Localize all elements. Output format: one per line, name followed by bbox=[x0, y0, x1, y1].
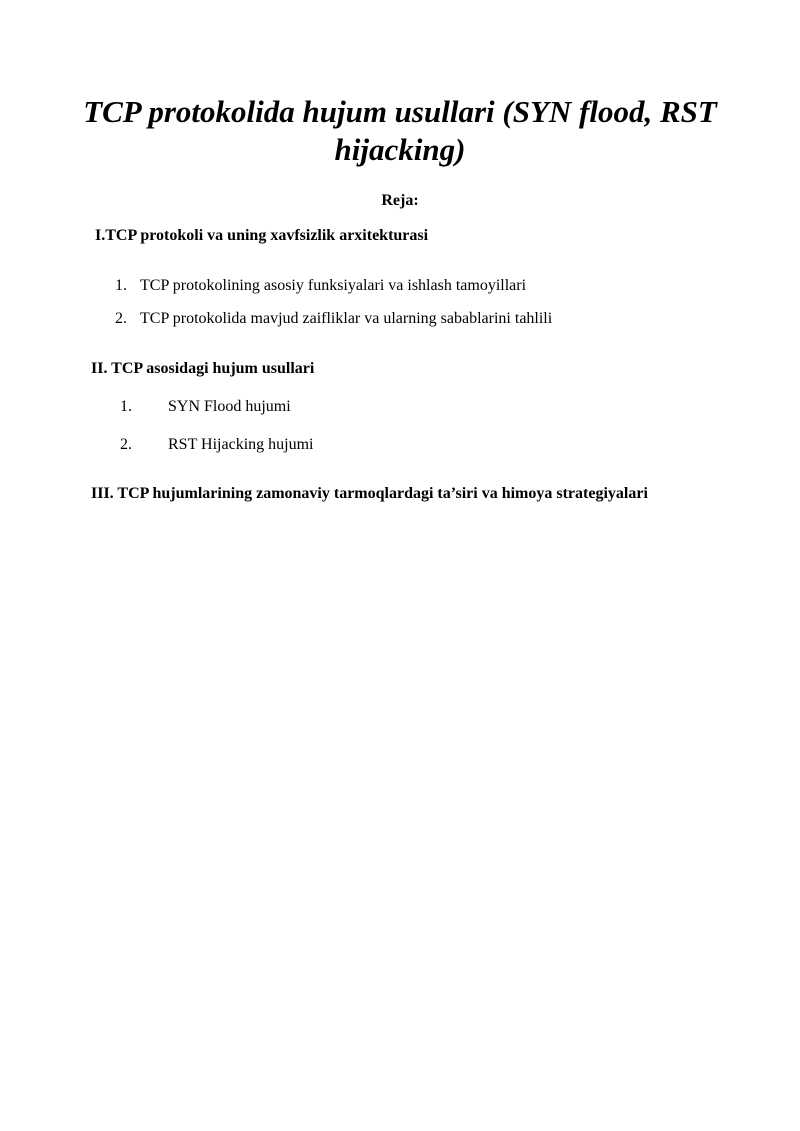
list-item-number: 2. bbox=[120, 436, 132, 453]
list-item-text: TCP protokolining asosiy funksiyalari va ishlash tamoyillari bbox=[140, 277, 527, 294]
plan-heading: Reja: bbox=[381, 192, 419, 209]
document-title: TCP protokolida hujum usullari (SYN flood, RST hijacking) bbox=[83, 94, 717, 167]
list-item-text: SYN Flood hujumi bbox=[168, 398, 291, 415]
list-item-text: RST Hijacking hujumi bbox=[168, 436, 314, 453]
list-item-number: 1. bbox=[120, 398, 132, 415]
section-2-heading: II. TCP asosidagi hujum usullari bbox=[91, 360, 315, 377]
list-item-number: 2. bbox=[115, 310, 127, 327]
section-1-heading: I.TCP protokoli va uning xavfsizlik arxitekturasi bbox=[95, 227, 429, 244]
list-item-text: TCP protokolida mavjud zaifliklar va ularning sabablarini tahlili bbox=[140, 310, 553, 327]
list-item-number: 1. bbox=[115, 277, 127, 294]
section-3-heading: III. TCP hujumlarining zamonaviy tarmoqlardagi ta’siri va himoya strategiyalari bbox=[91, 485, 648, 502]
